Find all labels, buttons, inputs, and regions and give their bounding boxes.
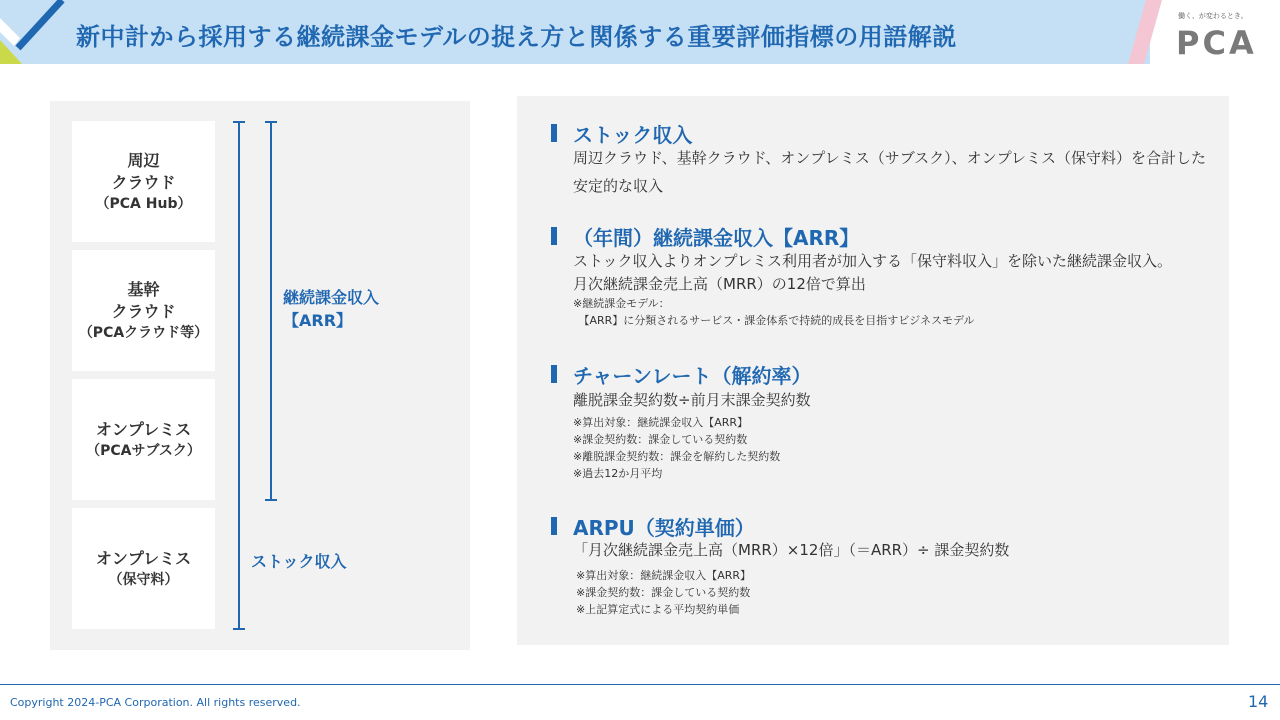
- copyright: Copyright 2024-PCA Corporation. All rights reserved.: [10, 696, 301, 709]
- box-line: 周辺: [127, 150, 160, 170]
- page-number: 14: [1248, 692, 1269, 711]
- note-line: ※上記算定式による平均契約単価: [576, 603, 740, 616]
- page-title: 新中計から採用する継続課金モデルの捉え方と関係する重要評価指標の用語解説: [76, 23, 957, 51]
- box-line: クラウド: [111, 301, 176, 321]
- note-line: ※算出対象：継続課金収入【ARR】: [573, 416, 749, 429]
- section-body-line: 周辺クラウド、基幹クラウド、オンプレミス（サブスク）、オンプレミス（保守料）を合計した: [573, 149, 1207, 167]
- section-body-line: 安定的な収入: [573, 177, 664, 195]
- section-title-stock: ストック収入: [573, 123, 693, 147]
- note-line: ※離脱課金契約数：課金を解約した契約数: [573, 450, 781, 463]
- section-marker: [551, 124, 557, 142]
- box-line: 基幹: [127, 279, 160, 299]
- bracket-bottom: [233, 628, 245, 630]
- note-line: ※課金契約数：課金している契約数: [573, 433, 748, 446]
- section-title-churn: チャーンレート（解約率）: [573, 364, 812, 388]
- section-marker: [551, 227, 557, 245]
- arr-label-line: 【ARR】: [283, 311, 353, 330]
- box-onpremise-maintenance: [72, 508, 215, 629]
- header: [0, 0, 1280, 64]
- box-peripheral-cloud: [72, 121, 215, 242]
- note-line: ※課金契約数：課金している契約数: [576, 586, 751, 599]
- note-line: ※継続課金モデル：: [573, 297, 670, 310]
- section-body: [573, 388, 811, 413]
- stock-bracket: [233, 121, 245, 630]
- section-title-arpu: ARPU（契約単価）: [573, 516, 755, 540]
- section-notes: [573, 414, 780, 482]
- footer-divider: [0, 684, 1280, 685]
- box-subline: （PCAサブスク）: [86, 442, 201, 459]
- box-line: クラウド: [111, 172, 176, 192]
- box-subline: （PCA Hub）: [95, 195, 192, 212]
- box-onpremise-subscription: [72, 379, 215, 500]
- pca-logo: PCA: [1176, 24, 1257, 62]
- bracket-bottom: [265, 499, 277, 501]
- box-subline: （保守料）: [108, 571, 179, 588]
- section-body-line: 月次継続課金売上高（MRR）の12倍で算出: [573, 275, 866, 293]
- stock-label: ストック収入: [251, 552, 347, 571]
- section-notes: [573, 295, 974, 329]
- section-body-line: 「月次継続課金売上高（MRR）×12倍」（＝ARR）÷ 課金契約数: [573, 541, 1010, 559]
- section-title-arr: （年間）継続課金収入【ARR】: [573, 226, 860, 250]
- header-slash-decoration: [1128, 0, 1178, 64]
- arr-bracket: [265, 121, 277, 501]
- box-subline: （PCAクラウド等）: [78, 324, 209, 341]
- bracket-line: [270, 121, 272, 501]
- section-marker: [551, 365, 557, 383]
- arr-label-line: 継続課金収入: [283, 288, 380, 307]
- box-line: オンプレミス: [95, 419, 192, 439]
- section-marker: [551, 517, 557, 535]
- arr-label: [283, 286, 379, 332]
- logo-tagline: 働く、が変わるとき。: [1178, 12, 1248, 20]
- box-line: オンプレミス: [95, 548, 192, 568]
- corner-decoration: [0, 0, 70, 64]
- box-core-cloud: [72, 250, 215, 371]
- note-line: ※算出対象：継続課金収入【ARR】: [576, 569, 752, 582]
- section-body-line: 離脱課金契約数÷前月末課金契約数: [573, 391, 811, 409]
- note-line: 【ARR】に分類されるサービス・課金体系で持続的成長を目指すビジネスモデル: [573, 314, 975, 327]
- bracket-line: [238, 121, 240, 630]
- section-notes: [576, 567, 751, 618]
- section-body: [573, 538, 1009, 563]
- section-body: [573, 250, 1172, 296]
- note-line: ※過去12か月平均: [573, 467, 663, 480]
- section-body: [573, 146, 1206, 199]
- section-body-line: ストック収入よりオンプレミス利用者が加入する「保守料収入」を除いた継続課金収入。: [573, 252, 1172, 270]
